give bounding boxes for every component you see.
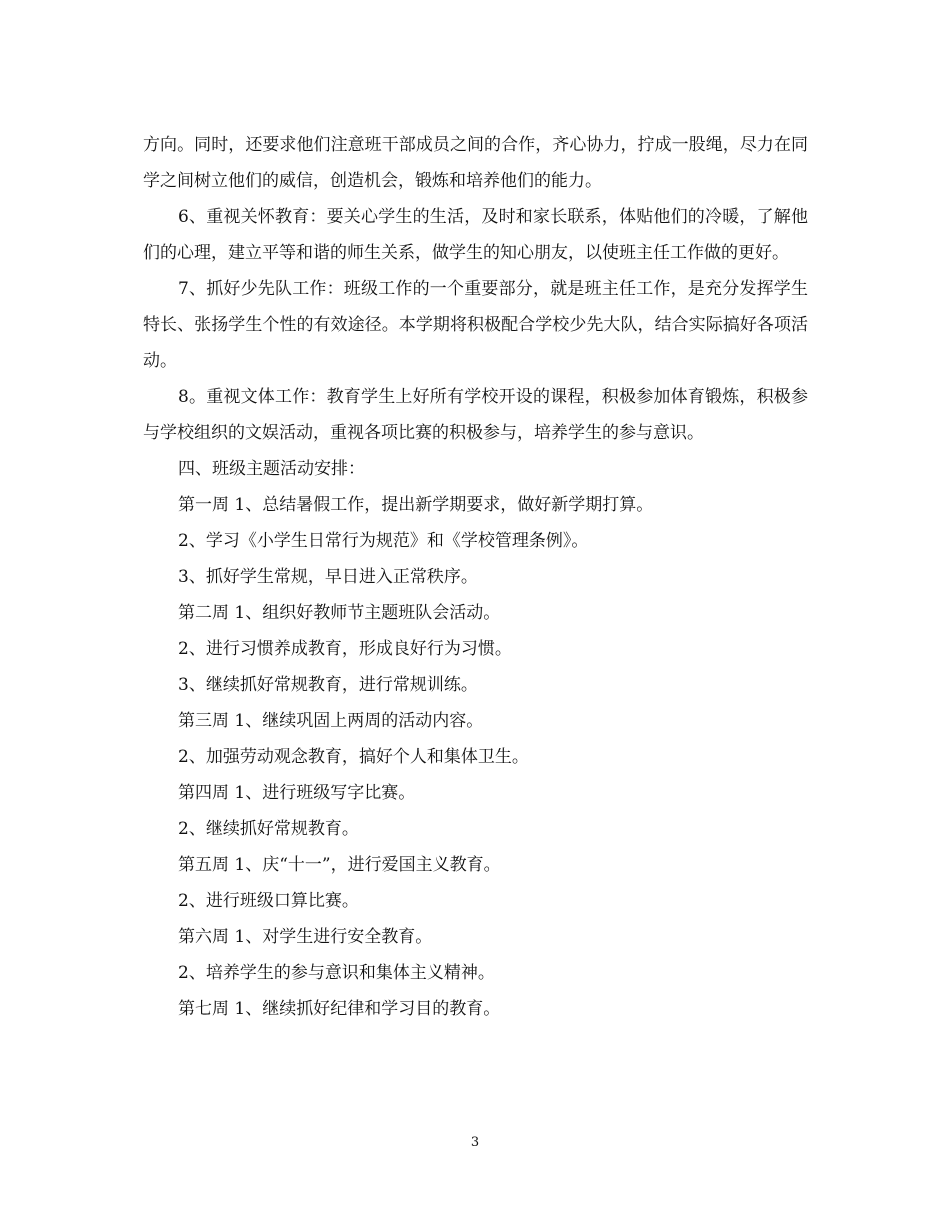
schedule-line: 第五周 1、庆“十一”，进行爱国主义教育。 [178,855,501,875]
schedule-line: 第六周 1、对学生进行安全教育。 [178,927,433,947]
paragraph-class-cadre-continuation: 方向。同时，还要求他们注意班干部成员之间的合作，齐心协力，拧成一股绳，尽力在同学之间树立他们的威信，创造机会，锻炼和培养他们的能力。 [143,135,808,191]
schedule-line: 2、培养学生的参与意识和集体主义精神。 [178,963,495,983]
schedule-line: 2、学习《小学生日常行为规范》和《学校管理条例》。 [178,531,589,551]
paragraph-culture-sports: 8。重视文体工作：教育学生上好所有学校开设的课程，积极参加体育锻炼，积极参与学校组织的文娱活动，重视各项比赛的积极参与，培养学生的参与意识。 [143,387,808,443]
schedule-line: 2、继续抓好常规教育。 [178,819,359,839]
paragraph-care-education: 6、重视关怀教育：要关心学生的生活，及时和家长联系，体贴他们的冷暖，了解他们的心理，建立平等和谐的师生关系，做学生的知心朋友，以使班主任工作做的更好。 [143,207,808,263]
schedule-line: 第四周 1、进行班级写字比赛。 [178,783,416,803]
schedule-line: 第三周 1、继续巩固上两周的活动内容。 [178,711,484,731]
section-heading-activity-schedule: 四、班级主题活动安排： [178,459,365,479]
schedule-line: 第七周 1、继续抓好纪律和学习目的教育。 [178,999,501,1019]
schedule-line: 2、加强劳动观念教育，搞好个人和集体卫生。 [178,747,529,767]
document-body [143,127,808,1027]
schedule-line: 3、抓好学生常规，早日进入正常秩序。 [178,567,478,587]
schedule-line: 2、进行班级口算比赛。 [178,891,359,911]
paragraph-young-pioneers: 7、抓好少先队工作：班级工作的一个重要部分，就是班主任工作，是充分发挥学生特长、张扬学生个性的有效途径。本学期将积极配合学校少先大队，结合实际搞好各项活动。 [143,279,808,371]
schedule-line: 第一周 1、总结暑假工作，提出新学期要求，做好新学期打算。 [178,495,654,515]
schedule-line: 第二周 1、组织好教师节主题班队会活动。 [178,603,501,623]
page-number: 3 [470,1135,480,1150]
schedule-line: 3、继续抓好常规教育，进行常规训练。 [178,675,478,695]
schedule-line: 2、进行习惯养成教育，形成良好行为习惯。 [178,639,512,659]
